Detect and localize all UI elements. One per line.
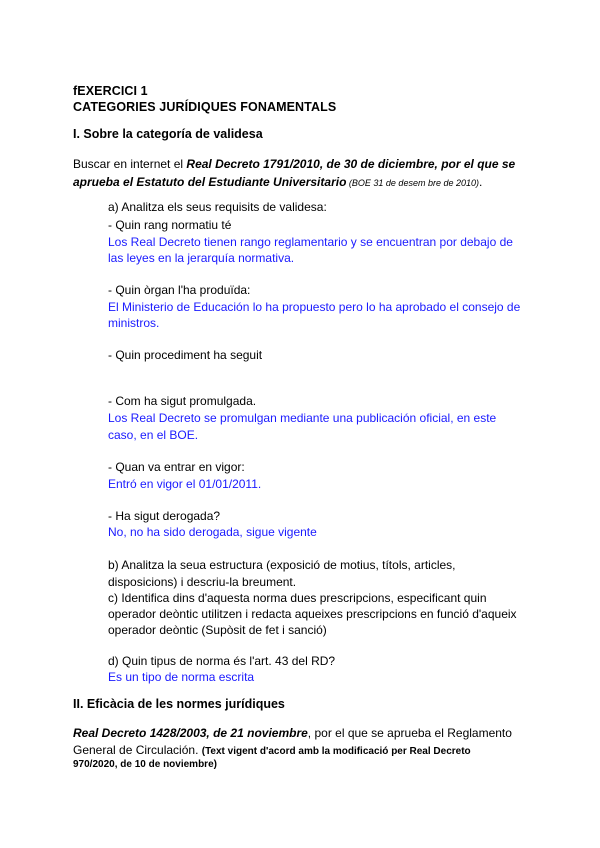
section-1-heading: I. Sobre la categoría de validesa [73,127,263,141]
answer-rang-line-2: las leyes en la jerarquía normativa. [108,251,295,265]
answer-d: Es un tipo de norma escrita [108,670,255,684]
question-b-line-2: disposicions) i descriu-la breument. [108,575,297,589]
question-vigor: - Quan va entrar en vigor: [108,460,245,474]
decree-title-part-2: aprueba el Estatuto del Estudiante Universitario [73,175,347,189]
question-b-line-1: b) Analitza la seua estructura (exposició de motius, títols, articles, [108,558,456,572]
decree-2-note-part-2: 970/2020, de 10 de noviembre) [73,759,217,770]
question-a: a) Analitza els seus requisits de validesa: [108,200,327,214]
intro-period: . [479,175,483,189]
answer-vigor: Entró en vigor el 01/01/2011. [108,477,262,491]
answer-promulgada-line-1: Los Real Decreto se promulgan mediante una publicación oficial, en este [108,411,497,425]
decree-2-line-1 [73,724,512,742]
question-rang: - Quin rang normatiu té [108,218,232,232]
question-c-line-2: operador deòntic utilitzen i redacta aqueixes prescripcions en funció d'aqueix [108,607,517,621]
question-organ: - Quin òrgan l'ha produïda: [108,283,251,297]
decree-title-part-1: Real Decreto 1791/2010, de 30 de diciembre, por el que se [186,157,516,171]
decree-2-description: , por el que se aprueba el Reglamento [307,726,512,740]
section-2-heading: II. Eficàcia de les normes jurídiques [73,697,285,711]
decree-2-description-end: General de Circulación. [73,743,202,757]
answer-organ-line-2: ministros. [108,316,160,330]
boe-reference: (BOE 31 de desem bre de 2010) [346,178,479,188]
answer-derogada: No, no ha sido derogada, sigue vigente [108,525,317,539]
question-c-line-1: c) Identifica dins d'aquesta norma dues prescripcions, especificant quin [108,591,487,605]
decree-2-note-part-1: (Text vigent d'acord amb la modificació per Real Decreto [201,746,471,757]
intro-line-2 [73,173,482,192]
question-promulgada: - Com ha sigut promulgada. [108,394,257,408]
question-d: d) Quin tipus de norma és l'art. 43 del RD? [108,654,336,668]
question-procediment: - Quin procediment ha seguit [108,348,263,362]
answer-promulgada-line-2: caso, en el BOE. [108,428,199,442]
exercise-title: fEXERCICI 1 [73,84,148,98]
decree-2-title: Real Decreto 1428/2003, de 21 noviembre [73,726,308,740]
exercise-subtitle: CATEGORIES JURÍDIQUES FONAMENTALS [73,100,337,114]
intro-text: Buscar en internet el [73,157,187,171]
decree-2-line-2 [73,741,471,761]
question-derogada: - Ha sigut derogada? [108,509,221,523]
intro-line-1 [73,155,515,173]
answer-organ-line-1: El Ministerio de Educación lo ha propuesto pero lo ha aprobado el consejo de [108,300,521,314]
answer-rang-line-1: Los Real Decreto tienen rango reglamentario y se encuentran por debajo de [108,235,513,249]
question-c-line-3: operador deòntic (Supòsit de fet i sanció) [108,623,327,637]
